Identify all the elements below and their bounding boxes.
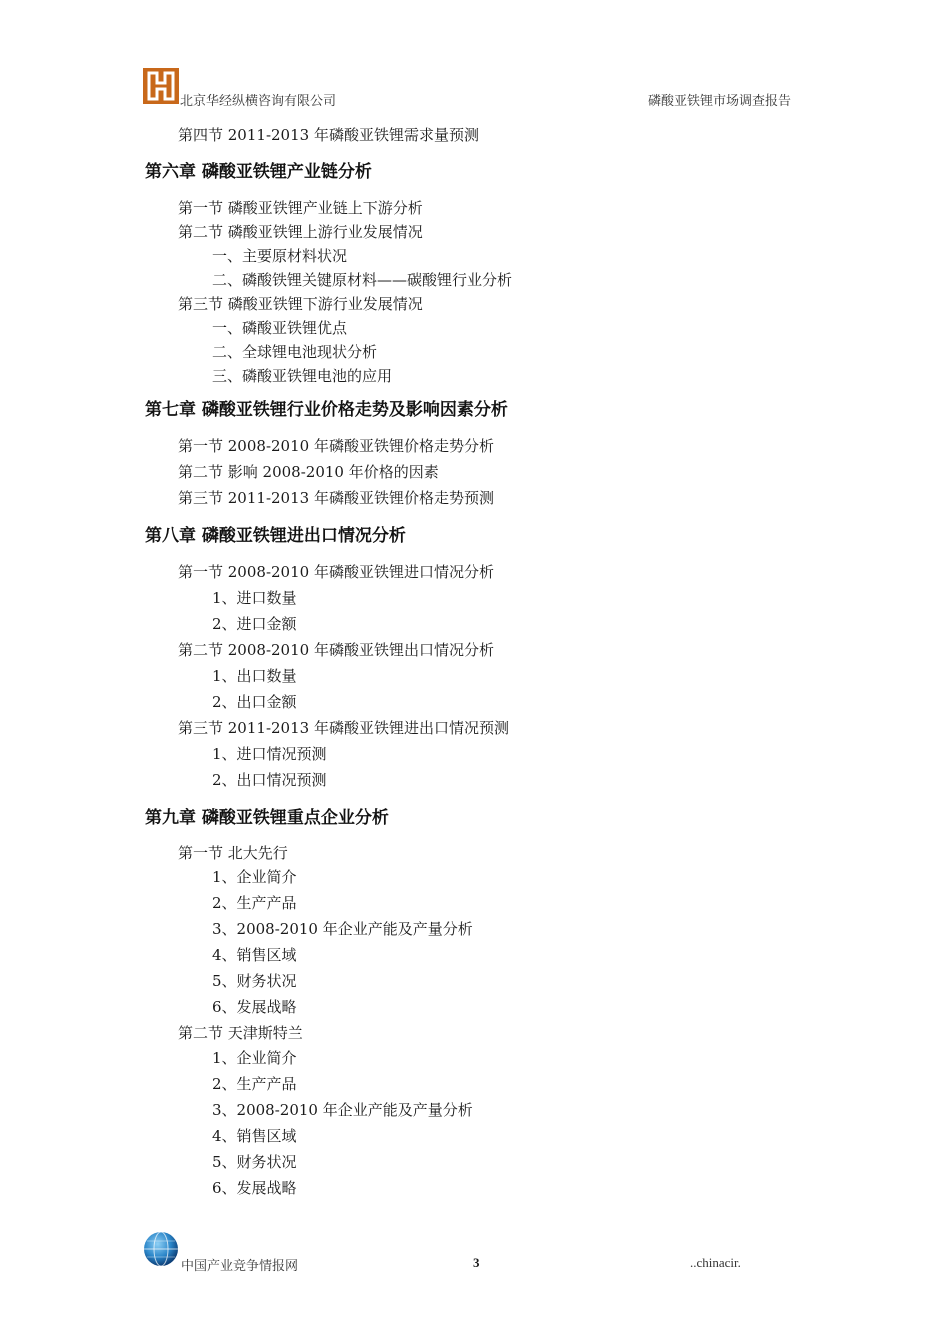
toc-subsection: 1、进口数量 — [212, 589, 297, 607]
toc-subsection: 1、进口情况预测 — [212, 745, 327, 763]
toc-subsection: 6、发展战略 — [212, 1179, 297, 1197]
company-logo — [143, 68, 179, 104]
toc-section: 第二节 磷酸亚铁锂上游行业发展情况 — [178, 223, 423, 241]
toc-section: 第四节 2011-2013 年磷酸亚铁锂需求量预测 — [178, 126, 479, 144]
toc-section: 第二节 影响 2008-2010 年价格的因素 — [178, 463, 439, 481]
footer-url: ..chinacir. — [690, 1255, 741, 1270]
toc-subsection: 2、出口金额 — [212, 693, 297, 711]
toc-subsection: 2、生产产品 — [212, 894, 297, 912]
page-number: 3 — [473, 1255, 480, 1270]
toc-subsection: 2、进口金额 — [212, 615, 297, 633]
footer-site-name: 中国产业竞争情报网 — [181, 1259, 299, 1274]
toc-subsection: 5、财务状况 — [212, 972, 297, 990]
toc-chapter: 第九章 磷酸亚铁锂重点企业分析 — [145, 808, 389, 828]
toc-subsection: 4、销售区域 — [212, 946, 297, 964]
toc-section: 第三节 磷酸亚铁锂下游行业发展情况 — [178, 295, 423, 313]
toc-section: 第三节 2011-2013 年磷酸亚铁锂进出口情况预测 — [178, 719, 509, 737]
toc-chapter: 第六章 磷酸亚铁锂产业链分析 — [145, 162, 372, 182]
toc-subsection: 3、2008-2010 年企业产能及产量分析 — [212, 1101, 473, 1119]
toc-subsection: 5、财务状况 — [212, 1153, 297, 1171]
toc-subsection: 1、出口数量 — [212, 667, 297, 685]
toc-subsection: 二、全球锂电池现状分析 — [212, 343, 378, 361]
toc-subsection: 6、发展战略 — [212, 998, 297, 1016]
toc-section: 第一节 2008-2010 年磷酸亚铁锂进口情况分析 — [178, 563, 494, 581]
toc-subsection: 一、磷酸亚铁锂优点 — [212, 319, 348, 337]
toc-subsection: 一、主要原材料状况 — [212, 247, 348, 265]
toc-section: 第二节 天津斯特兰 — [178, 1024, 303, 1042]
toc-subsection: 2、生产产品 — [212, 1075, 297, 1093]
globe-icon — [143, 1231, 179, 1267]
toc-section: 第二节 2008-2010 年磷酸亚铁锂出口情况分析 — [178, 641, 494, 659]
toc-subsection: 三、磷酸亚铁锂电池的应用 — [212, 367, 393, 385]
toc-subsection: 3、2008-2010 年企业产能及产量分析 — [212, 920, 473, 938]
header-company-name: 北京华经纵横咨询有限公司 — [180, 94, 337, 109]
toc-subsection: 2、出口情况预测 — [212, 771, 327, 789]
toc-subsection: 1、企业简介 — [212, 1049, 297, 1067]
toc-chapter: 第八章 磷酸亚铁锂进出口情况分析 — [145, 526, 406, 546]
header-report-title: 磷酸亚铁锂市场调查报告 — [648, 94, 792, 109]
toc-subsection: 4、销售区域 — [212, 1127, 297, 1145]
toc-section: 第三节 2011-2013 年磷酸亚铁锂价格走势预测 — [178, 489, 494, 507]
header-divider — [143, 110, 807, 111]
toc-chapter: 第七章 磷酸亚铁锂行业价格走势及影响因素分析 — [145, 400, 508, 420]
toc-section: 第一节 磷酸亚铁锂产业链上下游分析 — [178, 199, 423, 217]
toc-subsection: 1、企业简介 — [212, 868, 297, 886]
toc-section: 第一节 北大先行 — [178, 844, 288, 862]
toc-subsection: 二、磷酸铁锂关键原材料——碳酸锂行业分析 — [212, 271, 513, 289]
toc-section: 第一节 2008-2010 年磷酸亚铁锂价格走势分析 — [178, 437, 494, 455]
